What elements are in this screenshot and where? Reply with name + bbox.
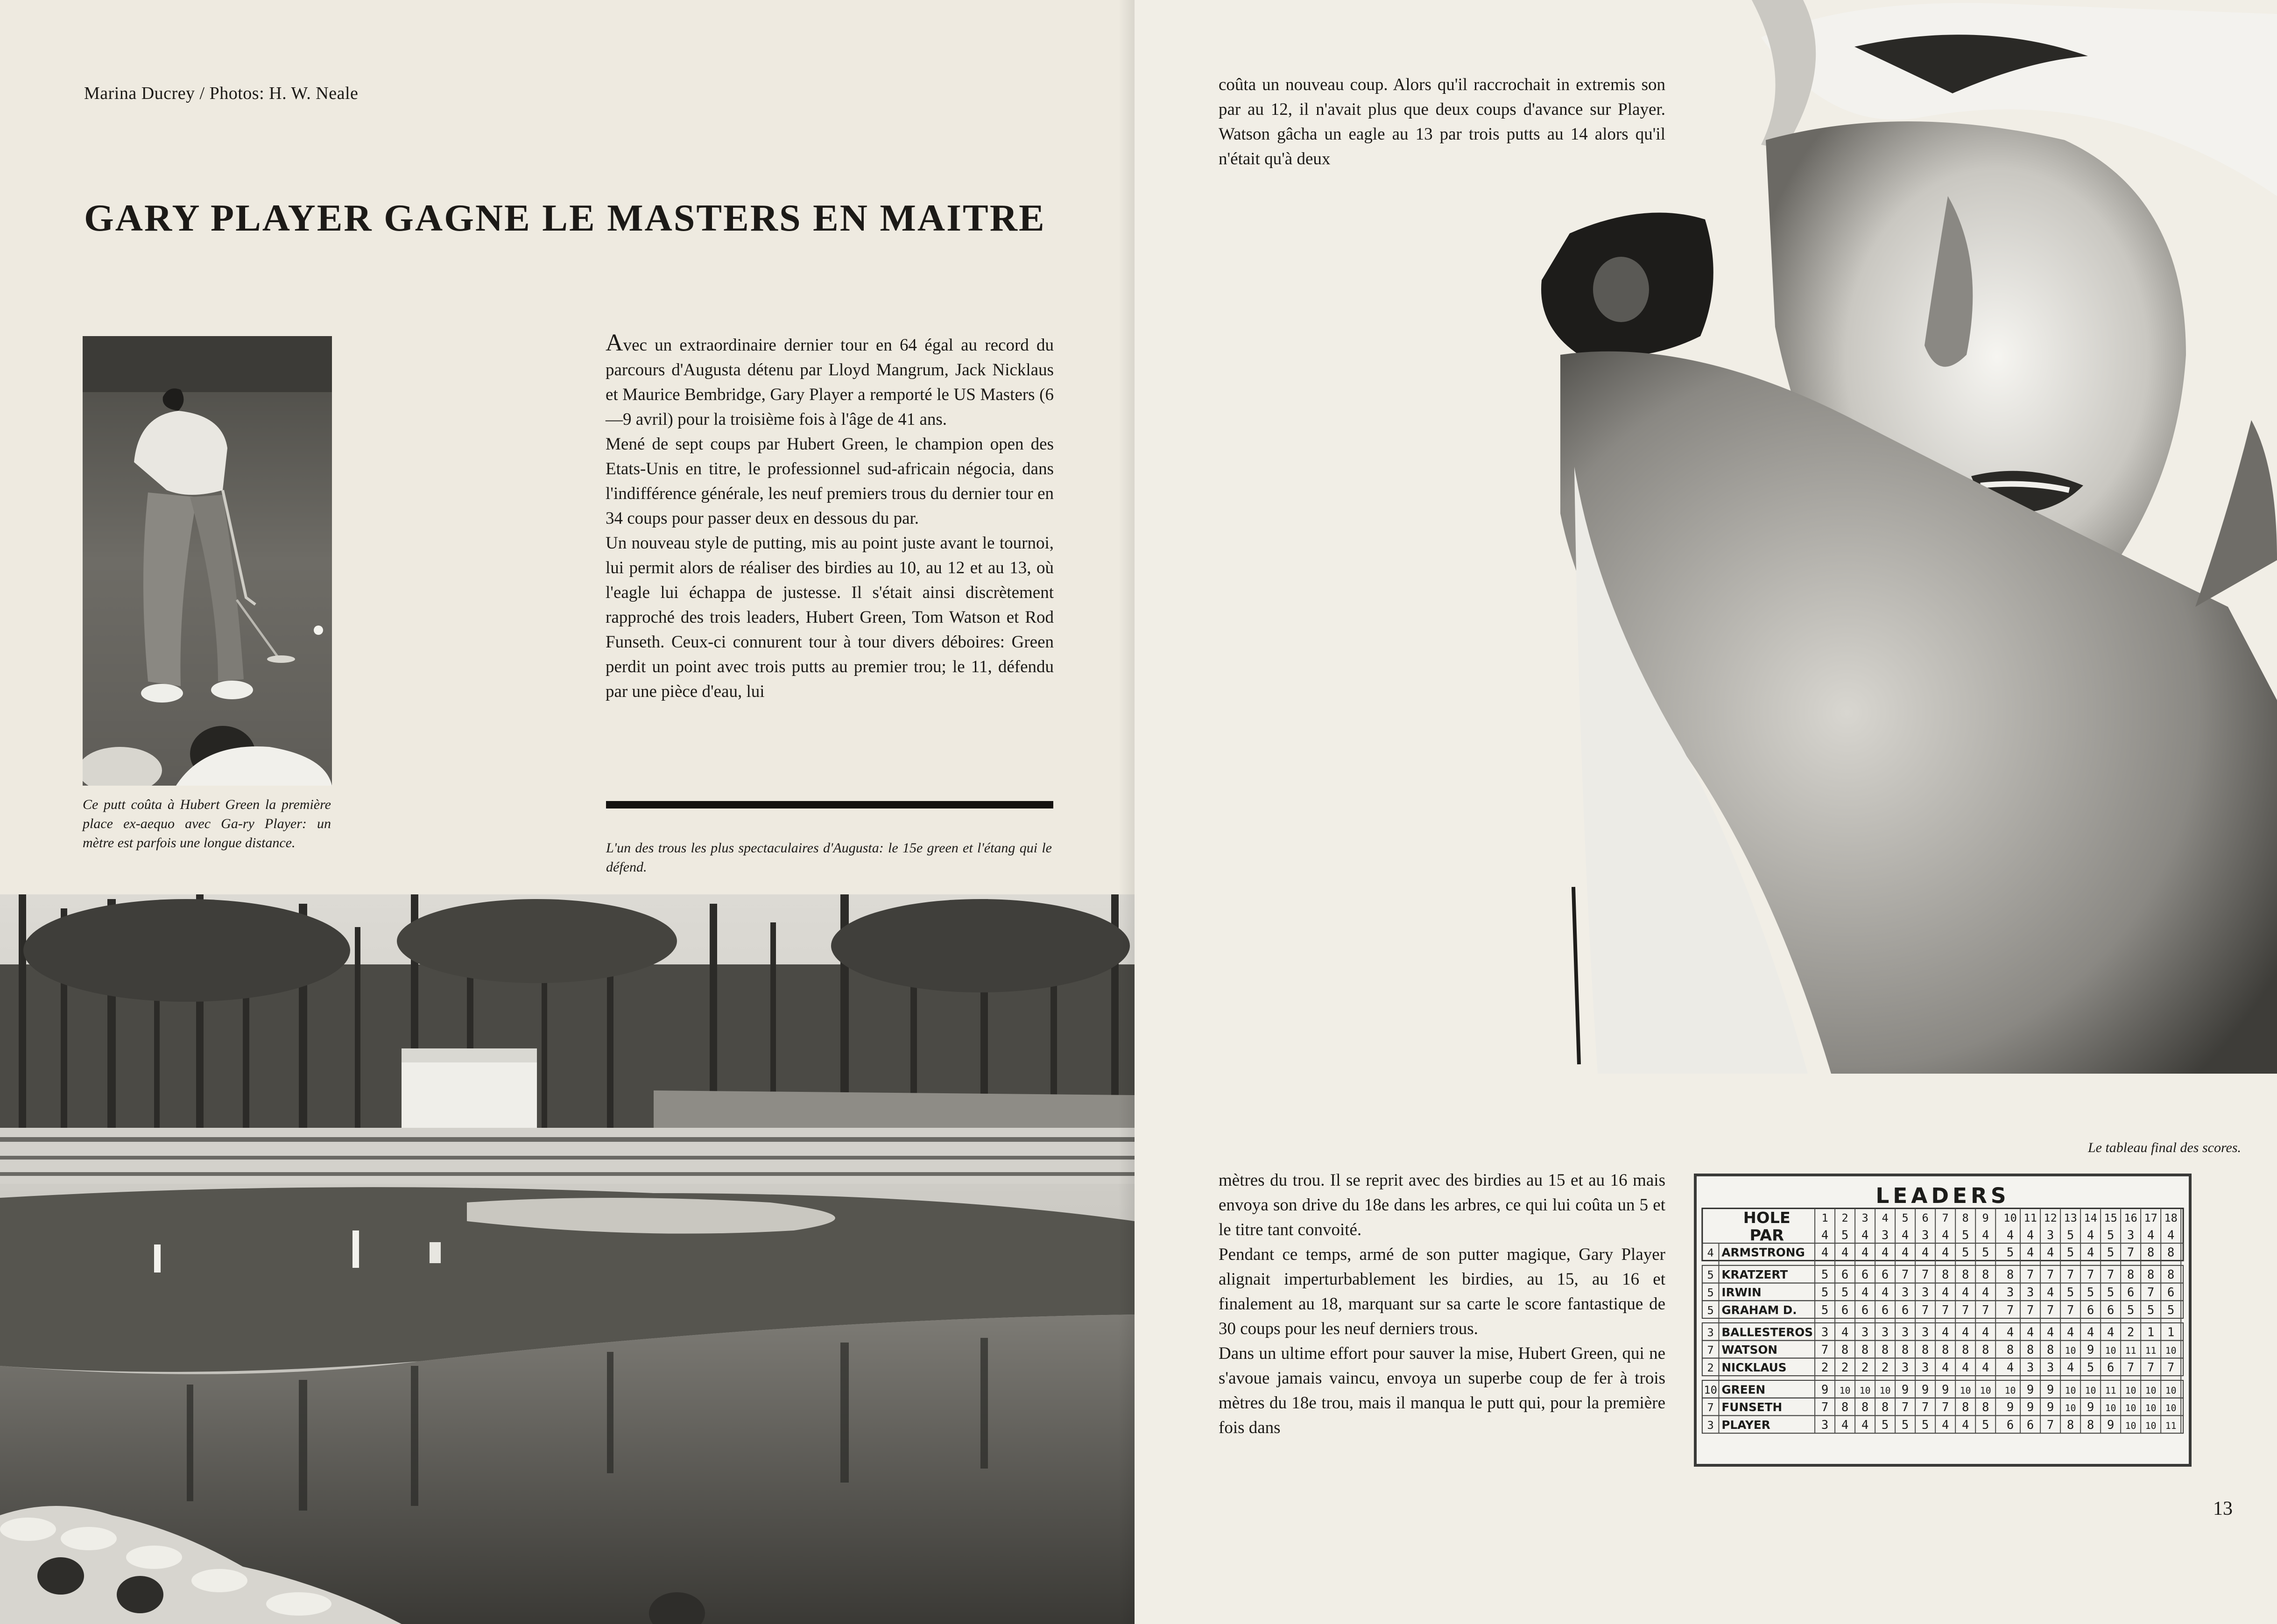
player-name: FUNSETH	[1721, 1400, 1783, 1414]
player-position: 5	[1707, 1303, 1714, 1317]
score-cell: 7	[1961, 1303, 1969, 1317]
score-cell: 3	[1861, 1325, 1869, 1340]
score-cell: 5	[1981, 1418, 1989, 1432]
score-cell: 3	[1921, 1325, 1929, 1340]
score-cell: 8	[1981, 1343, 1989, 1357]
leaderboard-title: LEADERS	[1875, 1183, 2010, 1208]
leaderboard-scoreboard	[1694, 1174, 2192, 1467]
player-position: 7	[1707, 1401, 1714, 1414]
score-cell: 3	[1921, 1360, 1929, 1375]
score-cell: 2	[1881, 1360, 1889, 1375]
par-label: PAR	[1749, 1226, 1784, 1244]
score-cell: 10	[1839, 1385, 1851, 1396]
byline: Marina Ducrey / Photos: H. W. Neale	[84, 84, 359, 103]
article-paragraph: coûta un nouveau coup. Alors qu'il raccrochait in extremis son par au 12, il n'avait plus que deux coups d'avance sur Player. Watson gâcha un eagle au 13 par trois putts au 14 alors qu'il n'était qu'à deux	[1219, 75, 1665, 169]
score-cell: 4	[1921, 1245, 1929, 1260]
score-cell: 5	[2006, 1245, 2014, 1260]
hole-number: 6	[1922, 1211, 1929, 1225]
gary-player-portrait	[1318, 0, 2277, 1074]
score-cell: 4	[1961, 1286, 1969, 1300]
score-cell: 6	[2026, 1418, 2034, 1432]
hole-number: 4	[1882, 1211, 1889, 1225]
score-cell: 8	[1881, 1343, 1889, 1357]
score-cell: 10	[2004, 1385, 2016, 1396]
score-cell: 9	[1901, 1383, 1909, 1397]
player-name: NICKLAUS	[1721, 1360, 1787, 1374]
score-cell: 7	[2046, 1303, 2054, 1317]
caption-scoreboard: Le tableau final des scores.	[2087, 1140, 2241, 1155]
score-cell: 8	[2147, 1268, 2155, 1282]
score-cell: 10	[1960, 1385, 1971, 1396]
score-cell: 8	[1861, 1400, 1869, 1415]
score-cell: 1	[2167, 1325, 2175, 1340]
par-value: 4	[2026, 1228, 2034, 1243]
score-cell: 4	[1941, 1418, 1949, 1432]
score-cell: 4	[1941, 1245, 1949, 1260]
par-value: 4	[2006, 1228, 2014, 1243]
player-position: 10	[1704, 1383, 1717, 1397]
score-cell: 5	[1921, 1418, 1929, 1432]
par-value: 3	[1921, 1228, 1929, 1243]
score-cell: 10	[2125, 1403, 2136, 1414]
leaderboard-grid	[1697, 1176, 2189, 1464]
score-cell: 7	[2107, 1268, 2115, 1282]
score-cell: 4	[1941, 1286, 1949, 1300]
score-cell: 7	[2147, 1360, 2155, 1375]
score-cell: 10	[2145, 1385, 2157, 1396]
score-cell: 6	[2107, 1360, 2115, 1375]
score-cell: 4	[1941, 1360, 1949, 1375]
score-cell: 8	[2167, 1268, 2175, 1282]
player-name: KRATZERT	[1721, 1268, 1788, 1282]
player-position: 3	[1707, 1326, 1714, 1339]
score-cell: 4	[1841, 1245, 1849, 1260]
score-cell: 2	[2127, 1325, 2135, 1340]
score-cell: 5	[2107, 1286, 2115, 1300]
score-cell: 7	[2167, 1360, 2175, 1375]
score-cell: 9	[2087, 1343, 2094, 1357]
player-name: IRWIN	[1721, 1286, 1762, 1299]
score-cell: 5	[1901, 1418, 1909, 1432]
score-cell: 7	[1921, 1303, 1929, 1317]
score-cell: 7	[2026, 1268, 2034, 1282]
score-cell: 8	[2087, 1418, 2094, 1432]
score-cell: 8	[1961, 1400, 1969, 1415]
article-paragraph: mètres du trou. Il se reprit avec des birdies au 15 et au 16 mais envoya son drive du 18e dans les arbres, ce qui lui coûta un 5 et le titre tant convoité.	[1219, 1171, 1665, 1239]
par-value: 4	[1941, 1228, 1949, 1243]
score-cell: 7	[2046, 1418, 2054, 1432]
score-cell: 3	[1921, 1286, 1929, 1300]
score-cell: 7	[1941, 1400, 1949, 1415]
score-cell: 10	[2065, 1403, 2076, 1414]
score-cell: 5	[2087, 1360, 2094, 1375]
score-cell: 5	[1841, 1286, 1849, 1300]
score-cell: 4	[2087, 1245, 2094, 1260]
hole-number: 16	[2124, 1211, 2137, 1225]
score-cell: 5	[2127, 1303, 2135, 1317]
score-cell: 5	[2066, 1245, 2074, 1260]
score-cell: 3	[1821, 1325, 1829, 1340]
hole-number: 3	[1861, 1211, 1868, 1225]
score-cell: 4	[1961, 1360, 1969, 1375]
score-cell: 9	[1821, 1383, 1829, 1397]
hole-number: 2	[1841, 1211, 1848, 1225]
article-body-left	[606, 330, 1054, 704]
score-cell: 8	[2006, 1268, 2014, 1282]
score-cell: 3	[2026, 1286, 2034, 1300]
score-cell: 4	[1841, 1418, 1849, 1432]
article-paragraph: Pendant ce temps, armé de son putter magique, Gary Player alignait imperturbablement les birdies, au 15, au 16 et finalement au 18, marquant sur sa carte le score fantastique de 30 coups pour les neuf derniers trous.	[1219, 1245, 1665, 1338]
par-value: 4	[2087, 1228, 2094, 1243]
player-name: BALLESTEROS	[1721, 1325, 1813, 1339]
score-cell: 10	[2065, 1385, 2076, 1396]
score-cell: 7	[1821, 1400, 1829, 1415]
page-number: 13	[2213, 1498, 2233, 1519]
score-cell: 4	[1861, 1286, 1869, 1300]
score-cell: 8	[1941, 1268, 1949, 1282]
hole-number: 15	[2104, 1211, 2117, 1225]
score-cell: 4	[2087, 1325, 2094, 1340]
score-cell: 10	[2165, 1403, 2177, 1414]
score-cell: 8	[1921, 1343, 1929, 1357]
score-cell: 8	[1941, 1343, 1949, 1357]
score-cell: 5	[1881, 1418, 1889, 1432]
score-cell: 7	[2046, 1268, 2054, 1282]
score-cell: 7	[1921, 1400, 1929, 1415]
score-cell: 10	[1879, 1385, 1891, 1396]
score-cell: 4	[2026, 1245, 2034, 1260]
score-cell: 4	[2026, 1325, 2034, 1340]
score-cell: 5	[1961, 1245, 1969, 1260]
score-cell: 8	[1981, 1268, 1989, 1282]
score-cell: 10	[1980, 1385, 1991, 1396]
score-cell: 8	[1901, 1343, 1909, 1357]
score-cell: 3	[1901, 1360, 1909, 1375]
score-cell: 3	[2006, 1286, 2014, 1300]
score-cell: 8	[1841, 1400, 1849, 1415]
score-cell: 10	[2145, 1420, 2157, 1431]
score-cell: 4	[1961, 1325, 1969, 1340]
headline: GARY PLAYER GAGNE LE MASTERS EN MAITRE	[84, 197, 1046, 239]
score-cell: 6	[1901, 1303, 1909, 1317]
score-cell: 10	[2165, 1345, 2177, 1357]
score-cell: 10	[2165, 1385, 2177, 1396]
article-paragraph: Un nouveau style de putting, mis au point juste avant le tournoi, lui permit alors de réaliser des birdies au 10, au 12 et au 13, où l'eagle lui échappa de justesse. Il s'était ainsi discrètement rapproché des trois leaders, Hubert Green, Tom Watson et Rod Funseth. Ceux-ci connurent tour à tour divers déboires: Green perdit un point avec trois putts au premier trou; le 11, défendu par une pièce d'eau, lui	[606, 534, 1054, 701]
hole-number: 10	[2003, 1211, 2017, 1225]
score-cell: 8	[2026, 1343, 2034, 1357]
score-cell: 5	[2107, 1245, 2115, 1260]
player-name: GREEN	[1721, 1383, 1766, 1397]
par-value: 4	[1901, 1228, 1909, 1243]
score-cell: 6	[1841, 1303, 1849, 1317]
score-cell: 8	[1861, 1343, 1869, 1357]
article-paragraph: Dans un ultime effort pour sauver la mise, Hubert Green, qui ne s'avoue jamais vaincu, envoya un superbe coup de fer à trois mètres du 18e trou, mais il manqua le putt qui, pour la première fois dans	[1219, 1344, 1665, 1437]
score-cell: 5	[2167, 1303, 2175, 1317]
score-cell: 11	[2125, 1345, 2136, 1357]
hole-number: 13	[2064, 1211, 2077, 1225]
score-cell: 4	[1981, 1360, 1989, 1375]
score-cell: 6	[2127, 1286, 2135, 1300]
score-cell: 6	[1841, 1268, 1849, 1282]
par-value: 5	[1961, 1228, 1969, 1243]
player-position: 7	[1707, 1343, 1714, 1357]
score-cell: 10	[2105, 1345, 2116, 1357]
score-cell: 4	[1881, 1245, 1889, 1260]
article-paragraph: Mené de sept coups par Hubert Green, le champion open des Etats-Unis en titre, le professionnel sud-africain négocia, dans l'indifférence générale, les neuf premiers trous du dernier tour en 34 coups pour passer deux en dessous du par.	[606, 435, 1054, 528]
score-cell: 4	[1821, 1245, 1829, 1260]
player-position: 5	[1707, 1286, 1714, 1299]
score-cell: 5	[2087, 1286, 2094, 1300]
score-cell: 7	[2127, 1360, 2135, 1375]
hole-number: 8	[1962, 1211, 1969, 1225]
score-cell: 10	[2125, 1385, 2136, 1396]
score-cell: 4	[2046, 1286, 2054, 1300]
score-cell: 3	[1821, 1418, 1829, 1432]
score-cell: 7	[1821, 1343, 1829, 1357]
article-body-right-bottom	[1219, 1168, 1665, 1440]
score-cell: 10	[2125, 1420, 2136, 1431]
player-position: 2	[1707, 1361, 1714, 1374]
divider-rule	[606, 801, 1053, 808]
score-cell: 7	[1901, 1268, 1909, 1282]
score-cell: 4	[1961, 1418, 1969, 1432]
score-cell: 4	[2107, 1325, 2115, 1340]
score-cell: 2	[1841, 1360, 1849, 1375]
score-cell: 10	[1859, 1385, 1871, 1396]
score-cell: 4	[2066, 1360, 2074, 1375]
score-cell: 6	[1881, 1303, 1889, 1317]
player-name: GRAHAM D.	[1721, 1303, 1797, 1317]
score-cell: 10	[2105, 1403, 2116, 1414]
score-cell: 8	[2167, 1245, 2175, 1260]
par-value: 5	[2066, 1228, 2074, 1243]
score-cell: 6	[2006, 1418, 2014, 1432]
score-cell: 4	[1861, 1245, 1869, 1260]
score-cell: 4	[1941, 1325, 1949, 1340]
score-cell: 7	[2066, 1303, 2074, 1317]
hole-number: 1	[1821, 1211, 1828, 1225]
score-cell: 9	[2107, 1418, 2115, 1432]
score-cell: 11	[2145, 1345, 2157, 1357]
score-cell: 8	[1841, 1343, 1849, 1357]
par-value: 3	[1881, 1228, 1889, 1243]
score-cell: 5	[2147, 1303, 2155, 1317]
hole-number: 5	[1902, 1211, 1909, 1225]
score-cell: 5	[1821, 1286, 1829, 1300]
score-cell: 9	[2026, 1383, 2034, 1397]
score-cell: 11	[2165, 1420, 2177, 1431]
score-cell: 4	[2006, 1360, 2014, 1375]
score-cell: 5	[1821, 1303, 1829, 1317]
par-value: 4	[2147, 1228, 2155, 1243]
hole-number: 7	[1942, 1211, 1949, 1225]
score-cell: 7	[2127, 1245, 2135, 1260]
score-cell: 5	[1981, 1245, 1989, 1260]
score-cell: 3	[1881, 1325, 1889, 1340]
score-cell: 8	[2006, 1343, 2014, 1357]
score-cell: 7	[1921, 1268, 1929, 1282]
score-cell: 6	[2087, 1303, 2094, 1317]
par-value: 3	[2046, 1228, 2054, 1243]
score-cell: 4	[2006, 1325, 2014, 1340]
score-cell: 7	[2066, 1268, 2074, 1282]
player-position: 5	[1707, 1268, 1714, 1282]
score-cell: 3	[1901, 1286, 1909, 1300]
score-cell: 6	[1861, 1268, 1869, 1282]
green-15-photo	[0, 894, 1135, 1624]
par-value: 4	[2167, 1228, 2175, 1243]
score-cell: 9	[2046, 1400, 2054, 1415]
score-cell: 4	[1981, 1325, 1989, 1340]
score-cell: 8	[1961, 1343, 1969, 1357]
score-cell: 4	[2066, 1325, 2074, 1340]
player-name: PLAYER	[1721, 1418, 1770, 1432]
score-cell: 2	[1861, 1360, 1869, 1375]
score-cell: 6	[1861, 1303, 1869, 1317]
score-cell: 4	[1981, 1286, 1989, 1300]
score-cell: 8	[2066, 1418, 2074, 1432]
score-cell: 3	[2046, 1360, 2054, 1375]
score-cell: 8	[1981, 1400, 1989, 1415]
par-value: 4	[1861, 1228, 1869, 1243]
par-value: 4	[1981, 1228, 1989, 1243]
score-cell: 4	[1901, 1245, 1909, 1260]
article-paragraph	[606, 330, 1054, 432]
score-cell: 7	[2087, 1268, 2094, 1282]
score-cell: 3	[1901, 1325, 1909, 1340]
hole-number: 17	[2144, 1211, 2157, 1225]
score-cell: 6	[2107, 1303, 2115, 1317]
score-cell: 10	[2065, 1345, 2076, 1357]
score-cell: 10	[2085, 1385, 2096, 1396]
score-cell: 8	[1961, 1268, 1969, 1282]
score-cell: 9	[2087, 1400, 2094, 1415]
score-cell: 2	[1821, 1360, 1829, 1375]
score-cell: 8	[1881, 1400, 1889, 1415]
score-cell: 9	[1941, 1383, 1949, 1397]
hole-number: 12	[2044, 1211, 2057, 1225]
player-position: 3	[1707, 1419, 1714, 1432]
par-value: 5	[2107, 1228, 2115, 1243]
score-cell: 4	[1841, 1325, 1849, 1340]
score-cell: 8	[2147, 1245, 2155, 1260]
score-cell: 5	[2066, 1286, 2074, 1300]
score-cell: 7	[2147, 1286, 2155, 1300]
hole-label: HOLE	[1743, 1209, 1791, 1227]
par-value: 3	[2127, 1228, 2135, 1243]
score-cell: 7	[1941, 1303, 1949, 1317]
score-cell: 8	[2046, 1343, 2054, 1357]
score-cell: 3	[2026, 1360, 2034, 1375]
score-cell: 7	[2026, 1303, 2034, 1317]
player-name: ARMSTRONG	[1721, 1245, 1805, 1259]
player-name: WATSON	[1721, 1343, 1778, 1357]
score-cell: 9	[2006, 1400, 2014, 1415]
hole-number: 14	[2084, 1211, 2097, 1225]
caption-putt: Ce putt coûta à Hubert Green la première place ex-aequo avec Ga-ry Player: un mètre est parfois une longue distance.	[83, 797, 331, 851]
score-cell: 4	[1881, 1286, 1889, 1300]
hole-number: 9	[1982, 1211, 1989, 1225]
paragraph-1-text: vec un extraordinaire dernier tour en 64 égal au record du parcours d'Augusta détenu par Lloyd Mangrum, Jack Nicklaus et Maurice Bembridge, Gary Player a remporté le US Masters (6—9 avril) pour la troisième fois à l'âge de 41 ans.	[606, 336, 1054, 429]
score-cell: 4	[2046, 1325, 2054, 1340]
par-value: 4	[1821, 1228, 1829, 1243]
putting-photo	[83, 336, 332, 786]
score-cell: 4	[1861, 1418, 1869, 1432]
score-cell: 4	[2046, 1245, 2054, 1260]
score-cell: 9	[2046, 1383, 2054, 1397]
score-cell: 6	[1881, 1268, 1889, 1282]
hole-number: 18	[2164, 1211, 2178, 1225]
score-cell: 7	[1901, 1400, 1909, 1415]
par-value: 5	[1841, 1228, 1849, 1243]
score-cell: 7	[2006, 1303, 2014, 1317]
score-cell: 11	[2105, 1385, 2116, 1396]
score-cell: 6	[2167, 1286, 2175, 1300]
score-cell: 1	[2147, 1325, 2155, 1340]
caption-green15: L'un des trous les plus spectaculaires d'Augusta: le 15e green et l'étang qui le défend.	[606, 840, 1052, 875]
hole-number: 11	[2023, 1211, 2037, 1225]
score-cell: 9	[1921, 1383, 1929, 1397]
left-page	[0, 0, 1135, 1624]
player-position: 4	[1707, 1246, 1714, 1259]
score-cell: 5	[1821, 1268, 1829, 1282]
score-cell: 9	[2026, 1400, 2034, 1415]
score-cell: 7	[1981, 1303, 1989, 1317]
drop-cap: A	[606, 330, 623, 356]
score-cell: 8	[2127, 1268, 2135, 1282]
score-cell: 10	[2145, 1403, 2157, 1414]
